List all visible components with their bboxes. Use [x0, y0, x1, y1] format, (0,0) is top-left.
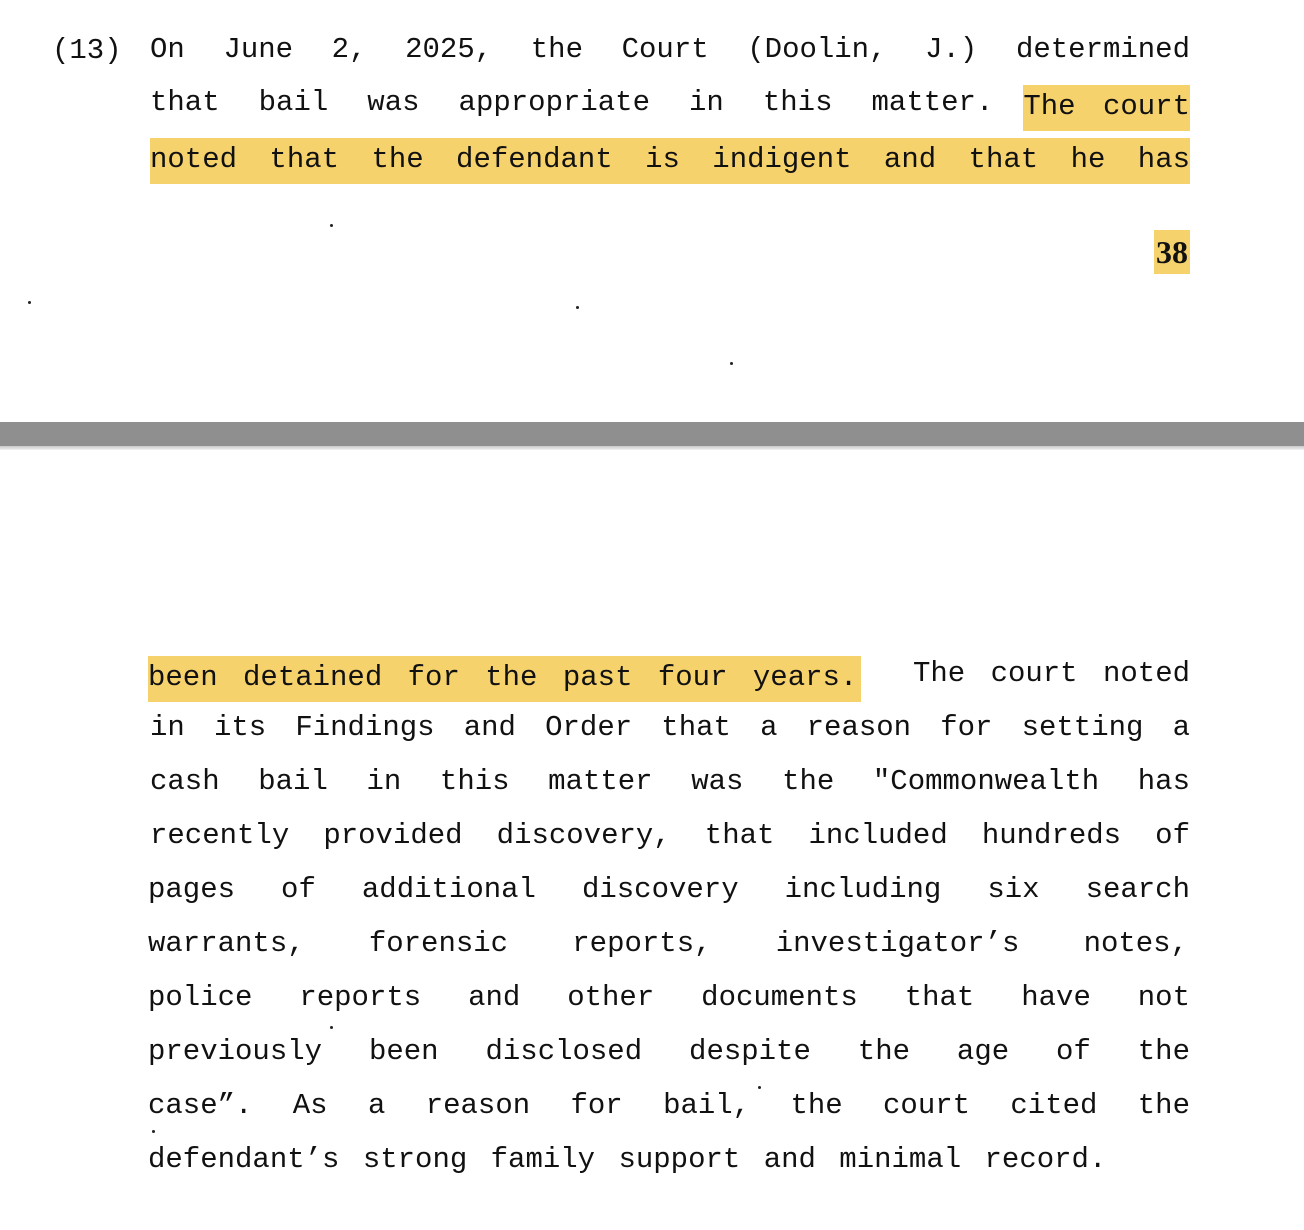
text-line-4-rest: The court noted — [912, 657, 1190, 690]
highlight-the-court: The court — [1023, 85, 1190, 131]
highlight-indigent-line: noted that the defendant is indigent and that he has — [150, 138, 1190, 184]
page-38-bottom-section — [0, 0, 1304, 422]
text-line-9: warrants, forensic reports, investigator’s notes, — [148, 927, 1188, 960]
text-line-12: case”. As a reason for bail, the court cited the — [148, 1089, 1190, 1122]
highlight-detained: been detained for the past four years. — [148, 656, 861, 702]
text-line-10: police reports and other documents that have not — [148, 981, 1190, 1014]
page-separator — [0, 422, 1304, 450]
text-line-2-plain: that bail was appropriate in this matter. — [150, 86, 994, 119]
scan-speck — [330, 1026, 333, 1029]
text-line-8: pages of additional discovery including six search — [148, 873, 1190, 906]
scan-speck — [576, 306, 579, 309]
scan-speck — [330, 224, 333, 227]
scan-speck — [28, 301, 31, 304]
text-line-7: recently provided discovery, that included hundreds of — [150, 819, 1190, 852]
text-line-11: previously been disclosed despite the age of the — [148, 1035, 1190, 1068]
page-number: 38 — [1154, 230, 1190, 274]
text-line-1: On June 2, 2025, the Court (Doolin, J.) determined — [150, 33, 1190, 66]
paragraph-number: (13) — [52, 34, 122, 67]
text-line-4 — [148, 656, 1190, 702]
scan-speck — [730, 362, 733, 365]
text-line-13: defendant’s strong family support and minimal record. — [148, 1143, 1107, 1176]
text-line-5: in its Findings and Order that a reason for setting a — [150, 711, 1190, 744]
text-line-3 — [150, 138, 1190, 184]
scan-speck — [758, 1086, 761, 1089]
text-line-6: cash bail in this matter was the "Commonwealth has — [150, 765, 1190, 798]
scan-speck — [152, 1130, 155, 1133]
page-separator-bar — [0, 422, 1304, 446]
text-line-2 — [150, 85, 1190, 131]
page-39-top-section — [0, 450, 1304, 1230]
